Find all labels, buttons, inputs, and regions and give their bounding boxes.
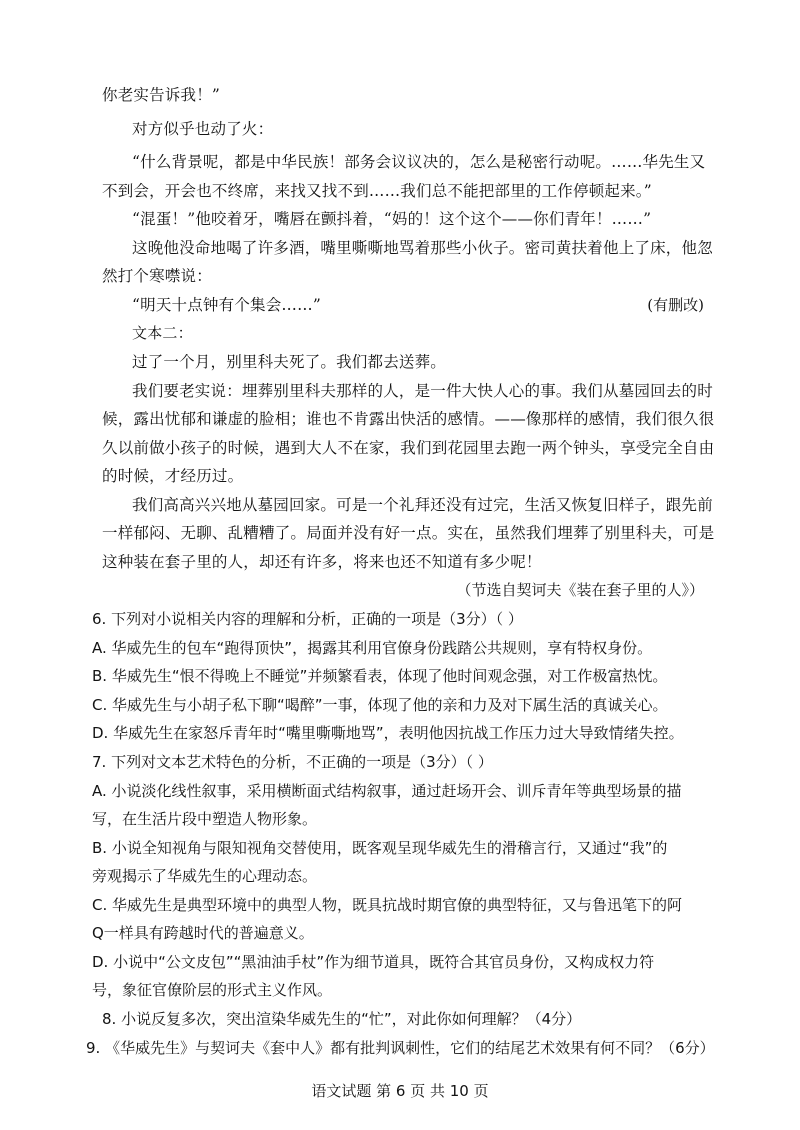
text2-line-2: 我们要老实说：埋葬别里科夫那样的人，是一件大快人心的事。我们从墓园回去的时 [132, 382, 713, 400]
text2-line-3: 候，露出忧郁和谦虚的脸相；谁也不肯露出快活的感情。——像那样的感情，我们很久很 [102, 410, 715, 428]
source-citation: （节选自契诃夫《装在套子里的人》） [456, 581, 704, 599]
question-8: 8. 小说反复多次，突出渲染华威先生的“忙”，对此你如何理解？（4分） [102, 1010, 582, 1028]
question-7-option-c-line-1: C. 华威先生是典型环境中的典型人物，既具抗战时期官僚的典型特征，又与鲁迅笔下的阿 [92, 896, 683, 914]
revision-note: (有删改) [647, 296, 704, 314]
question-6-option-b: B. 华威先生“恨不得晚上不睡觉”并频繁看表，体现了他时间观念强，对工作极富热忱。 [92, 667, 668, 685]
text1-line-7: 然打个寒噤说： [102, 267, 212, 285]
text2-line-5: 的时候，才经历过。 [102, 467, 244, 485]
text1-line-8: “明天十点钟有个集会……” [132, 296, 321, 314]
text2-line-7: 一样郁闷、无聊、乱糟糟了。局面并没有好一点。实在，虽然我们埋葬了别里科夫，可是 [102, 524, 715, 542]
question-7-option-b-line-2: 旁观揭示了华威先生的心理动态。 [92, 867, 318, 885]
question-6-option-a: A. 华威先生的包车“跑得顶快”，揭露其利用官僚身份践踏公共规则，享有特权身份。 [92, 639, 653, 657]
text2-line-4: 久以前做小孩子的时候，遇到大人不在家，我们到花园里去跑一两个钟头，享受完全自由 [102, 439, 715, 457]
text2-heading: 文本二： [132, 324, 193, 342]
text1-line-4: 不到会，开会也不终席，来找又找不到……我们总不能把部里的工作停顿起来。” [102, 182, 652, 200]
question-7-stem: 7. 下列对文本艺术特色的分析，不正确的一项是（3分）（ ） [92, 753, 493, 771]
question-7-option-d-line-1: D. 小说中“公文皮包”“黑油油手杖”作为细节道具，既符合其官员身份，又构成权力符 [92, 953, 655, 971]
text1-line-2: 对方似乎也动了火： [132, 120, 274, 138]
text2-line-1: 过了一个月，别里科夫死了。我们都去送葬。 [132, 353, 447, 371]
question-7-option-a-line-1: A. 小说淡化线性叙事，采用横断面式结构叙事，通过赶场开会、训斥青年等典型场景的描 [92, 782, 682, 800]
text2-line-6: 我们高高兴兴地从墓园回家。可是一个礼拜还没有过完，生活又恢复旧样子，跟先前 [132, 496, 713, 514]
question-7-option-a-line-2: 写，在生活片段中塑造人物形象。 [92, 810, 318, 828]
page-footer: 语文试题 第 6 页 共 10 页 [311, 1082, 489, 1100]
text1-line-5: “混蛋！”他咬着牙，嘴唇在颤抖着，“妈的！这个这个——你们青年！……” [132, 210, 652, 228]
text1-line-3: “什么背景呢，都是中华民族！部务会议议决的，怎么是秘密行动呢。……华先生又 [132, 153, 706, 171]
question-6-stem: 6. 下列对小说相关内容的理解和分析，正确的一项是（3分）（ ） [92, 610, 523, 628]
text2-line-8: 这种装在套子里的人，却还有许多，将来也还不知道有多少呢！ [102, 553, 542, 571]
text1-line-1: 你老实告诉我！” [102, 86, 221, 104]
question-7-option-b-line-1: B. 小说全知视角与限知视角交替使用，既客观呈现华威先生的滑稽言行，又通过“我”的 [92, 839, 668, 857]
question-7-option-d-line-2: 号，象征官僚阶层的形式主义作风。 [92, 981, 333, 999]
question-6-option-c: C. 华威先生与小胡子私下聊“喝醉”一事，体现了他的亲和力及对下属生活的真诚关心。 [92, 696, 668, 714]
question-6-option-d: D. 华威先生在家怒斥青年时“嘴里嘶嘶地骂”，表明他因抗战工作压力过大导致情绪失控。 [92, 724, 684, 742]
question-9: 9. 《华威先生》与契诃夫《套中人》都有批判讽刺性，它们的结尾艺术效果有何不同？（6分） [86, 1039, 715, 1057]
question-7-option-c-line-2: Q一样具有跨越时代的普遍意义。 [92, 924, 314, 942]
text1-line-6: 这晚他没命地喝了许多酒，嘴里嘶嘶地骂着那些小伙子。密司黄扶着他上了床，他忽 [132, 239, 713, 257]
